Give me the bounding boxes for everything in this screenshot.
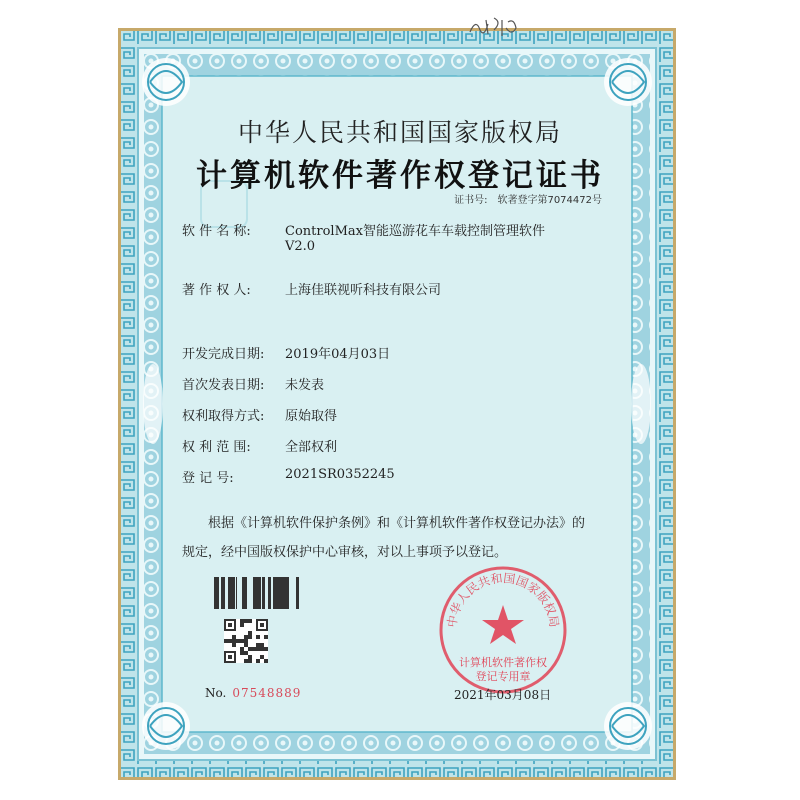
field-completion-date <box>182 343 390 362</box>
statement-line-1: 根据《计算机软件保护条例》和《计算机软件著作权登记办法》的 <box>208 516 586 531</box>
qr-code-image <box>224 619 268 663</box>
issue-date: 2021年03月08日 <box>454 688 552 702</box>
statement-line-2: 规定，经中国版权保护中心审核，对以上事项予以登记。 <box>182 545 508 560</box>
field-label: 著 作 权 人: <box>182 283 251 298</box>
field-acquisition-method <box>182 405 337 424</box>
field-rights-scope <box>182 436 337 455</box>
field-value: ControlMax智能巡游花车车载控制管理软件 <box>285 224 545 239</box>
field-value: 未发表 <box>285 378 325 393</box>
field-label: 开发完成日期: <box>182 347 265 362</box>
field-label: 首次发表日期: <box>182 378 265 393</box>
field-software-name <box>182 220 545 254</box>
certificate-title: 计算机软件著作权登记证书 <box>196 158 604 194</box>
handwritten-signature <box>466 12 526 42</box>
field-value: 原始取得 <box>285 409 338 424</box>
field-value: 2021SR0352245 <box>285 467 395 482</box>
serial-number <box>205 686 301 700</box>
barcode-image <box>214 577 304 609</box>
serial-value: 07548889 <box>232 686 302 700</box>
svg-text:中华人民共和国国家版权局: 中华人民共和国国家版权局 <box>444 571 562 629</box>
field-label: 软 件 名 称: <box>182 224 251 239</box>
certificate-number-label: 证书号: <box>454 195 488 206</box>
field-value: 上海佳联视听科技有限公司 <box>285 283 442 298</box>
serial-prefix: No. <box>205 686 227 700</box>
issuing-authority: 中华人民共和国国家版权局 <box>237 118 562 147</box>
field-first-publication-date <box>182 374 324 393</box>
field-value-version: V2.0 <box>285 239 316 254</box>
field-value: 2019年04月03日 <box>285 347 391 362</box>
field-label: 登 记 号: <box>182 471 234 486</box>
seal-text-line-2: 登记专用章 <box>475 670 531 683</box>
field-registration-number <box>182 467 395 486</box>
field-label: 权利取得方式: <box>182 409 265 424</box>
field-label: 权 利 范 围: <box>182 440 251 455</box>
field-copyright-owner <box>182 279 441 298</box>
certificate-number-value: 软著登字第7074472号 <box>497 195 602 206</box>
field-value: 全部权利 <box>285 440 338 455</box>
seal-text-line-1: 计算机软件著作权 <box>459 656 547 669</box>
certificate-number <box>454 191 602 206</box>
